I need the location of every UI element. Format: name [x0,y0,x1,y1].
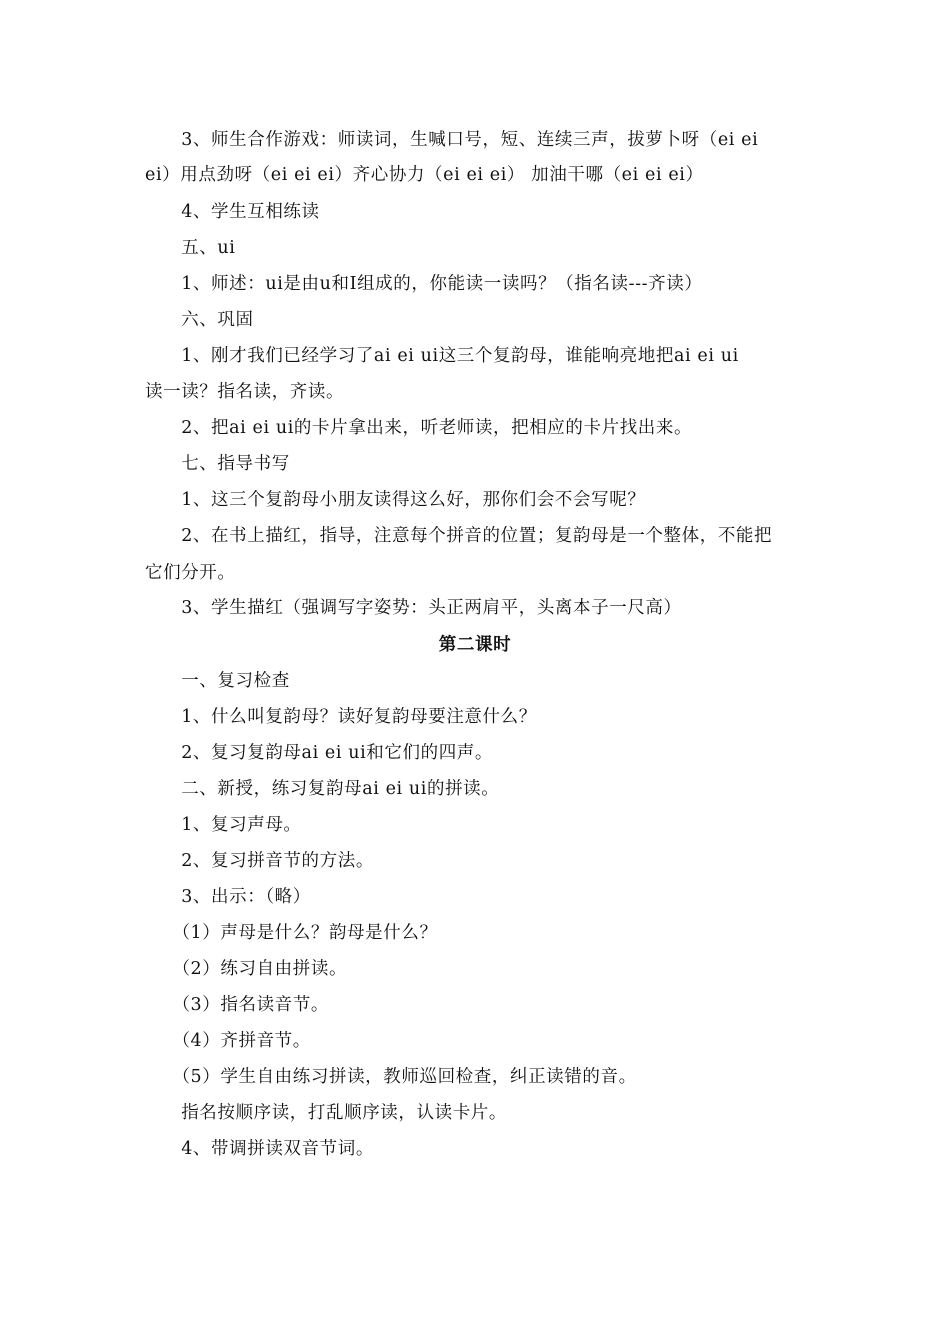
text-line: （3）指名读音节。 [145,995,329,1015]
text-line: （2）练习自由拼读。 [145,959,348,979]
text-line: 2、复习拼音节的方法。 [145,851,374,871]
text-line: 2、在书上描红，指导，注意每个拼音的位置；复韵母是一个整体，不能把 [145,526,773,546]
text-line: 1、这三个复韵母小朋友读得这么好，那你们会不会写呢？ [145,490,646,510]
text-line: 1、刚才我们已经学习了ai ei ui这三个复韵母，谁能响亮地把ai ei ui [145,346,739,366]
text-line: 1、什么叫复韵母？读好复韵母要注意什么？ [145,707,537,727]
text-line: 1、复习声母。 [145,815,302,835]
text-line: 它们分开。 [145,563,236,583]
text-line: 七、指导书写 [145,454,290,474]
text-line: 3、出示：（略） [145,887,311,907]
text-line: ei）用点劲呀（ei ei ei）齐心协力（ei ei ei） 加油干哪（ei ei ei） [145,165,704,185]
text-line: 五、ui [145,238,236,258]
text-line: 3、学生描红（强调写字姿势：头正两肩平，头离本子一尺高） [145,598,682,618]
text-line: 2、把ai ei ui的卡片拿出来，听老师读，把相应的卡片找出来。 [145,418,693,438]
text-line: 一、复习检查 [145,671,290,691]
text-line: 指名按顺序读，打乱顺序读，认读卡片。 [145,1103,507,1123]
text-line: 4、带调拼读双音节词。 [145,1139,374,1159]
text-line: 二、新授，练习复韵母ai ei ui的拼读。 [145,779,500,799]
text-line: 3、师生合作游戏：师读词，生喊口号，短、连续三声，拔萝卜呀（ei ei [145,130,759,150]
text-line: （1）声母是什么？韵母是什么？ [145,923,438,943]
text-line: （5）学生自由练习拼读，教师巡回检查，纠正读错的音。 [145,1067,637,1087]
text-line: 读一读？指名读，齐读。 [145,382,345,402]
text-line: （4）齐拼音节。 [145,1031,311,1051]
text-line: 1、师述：ui是由u和I组成的，你能读一读吗？（指名读---齐读） [145,274,703,294]
text-line: 4、学生互相练读 [145,202,320,222]
text-line: 六、巩固 [145,310,254,330]
section-heading: 第二课时 [438,635,512,655]
text-line: 2、复习复韵母ai ei ui和它们的四声。 [145,743,494,763]
